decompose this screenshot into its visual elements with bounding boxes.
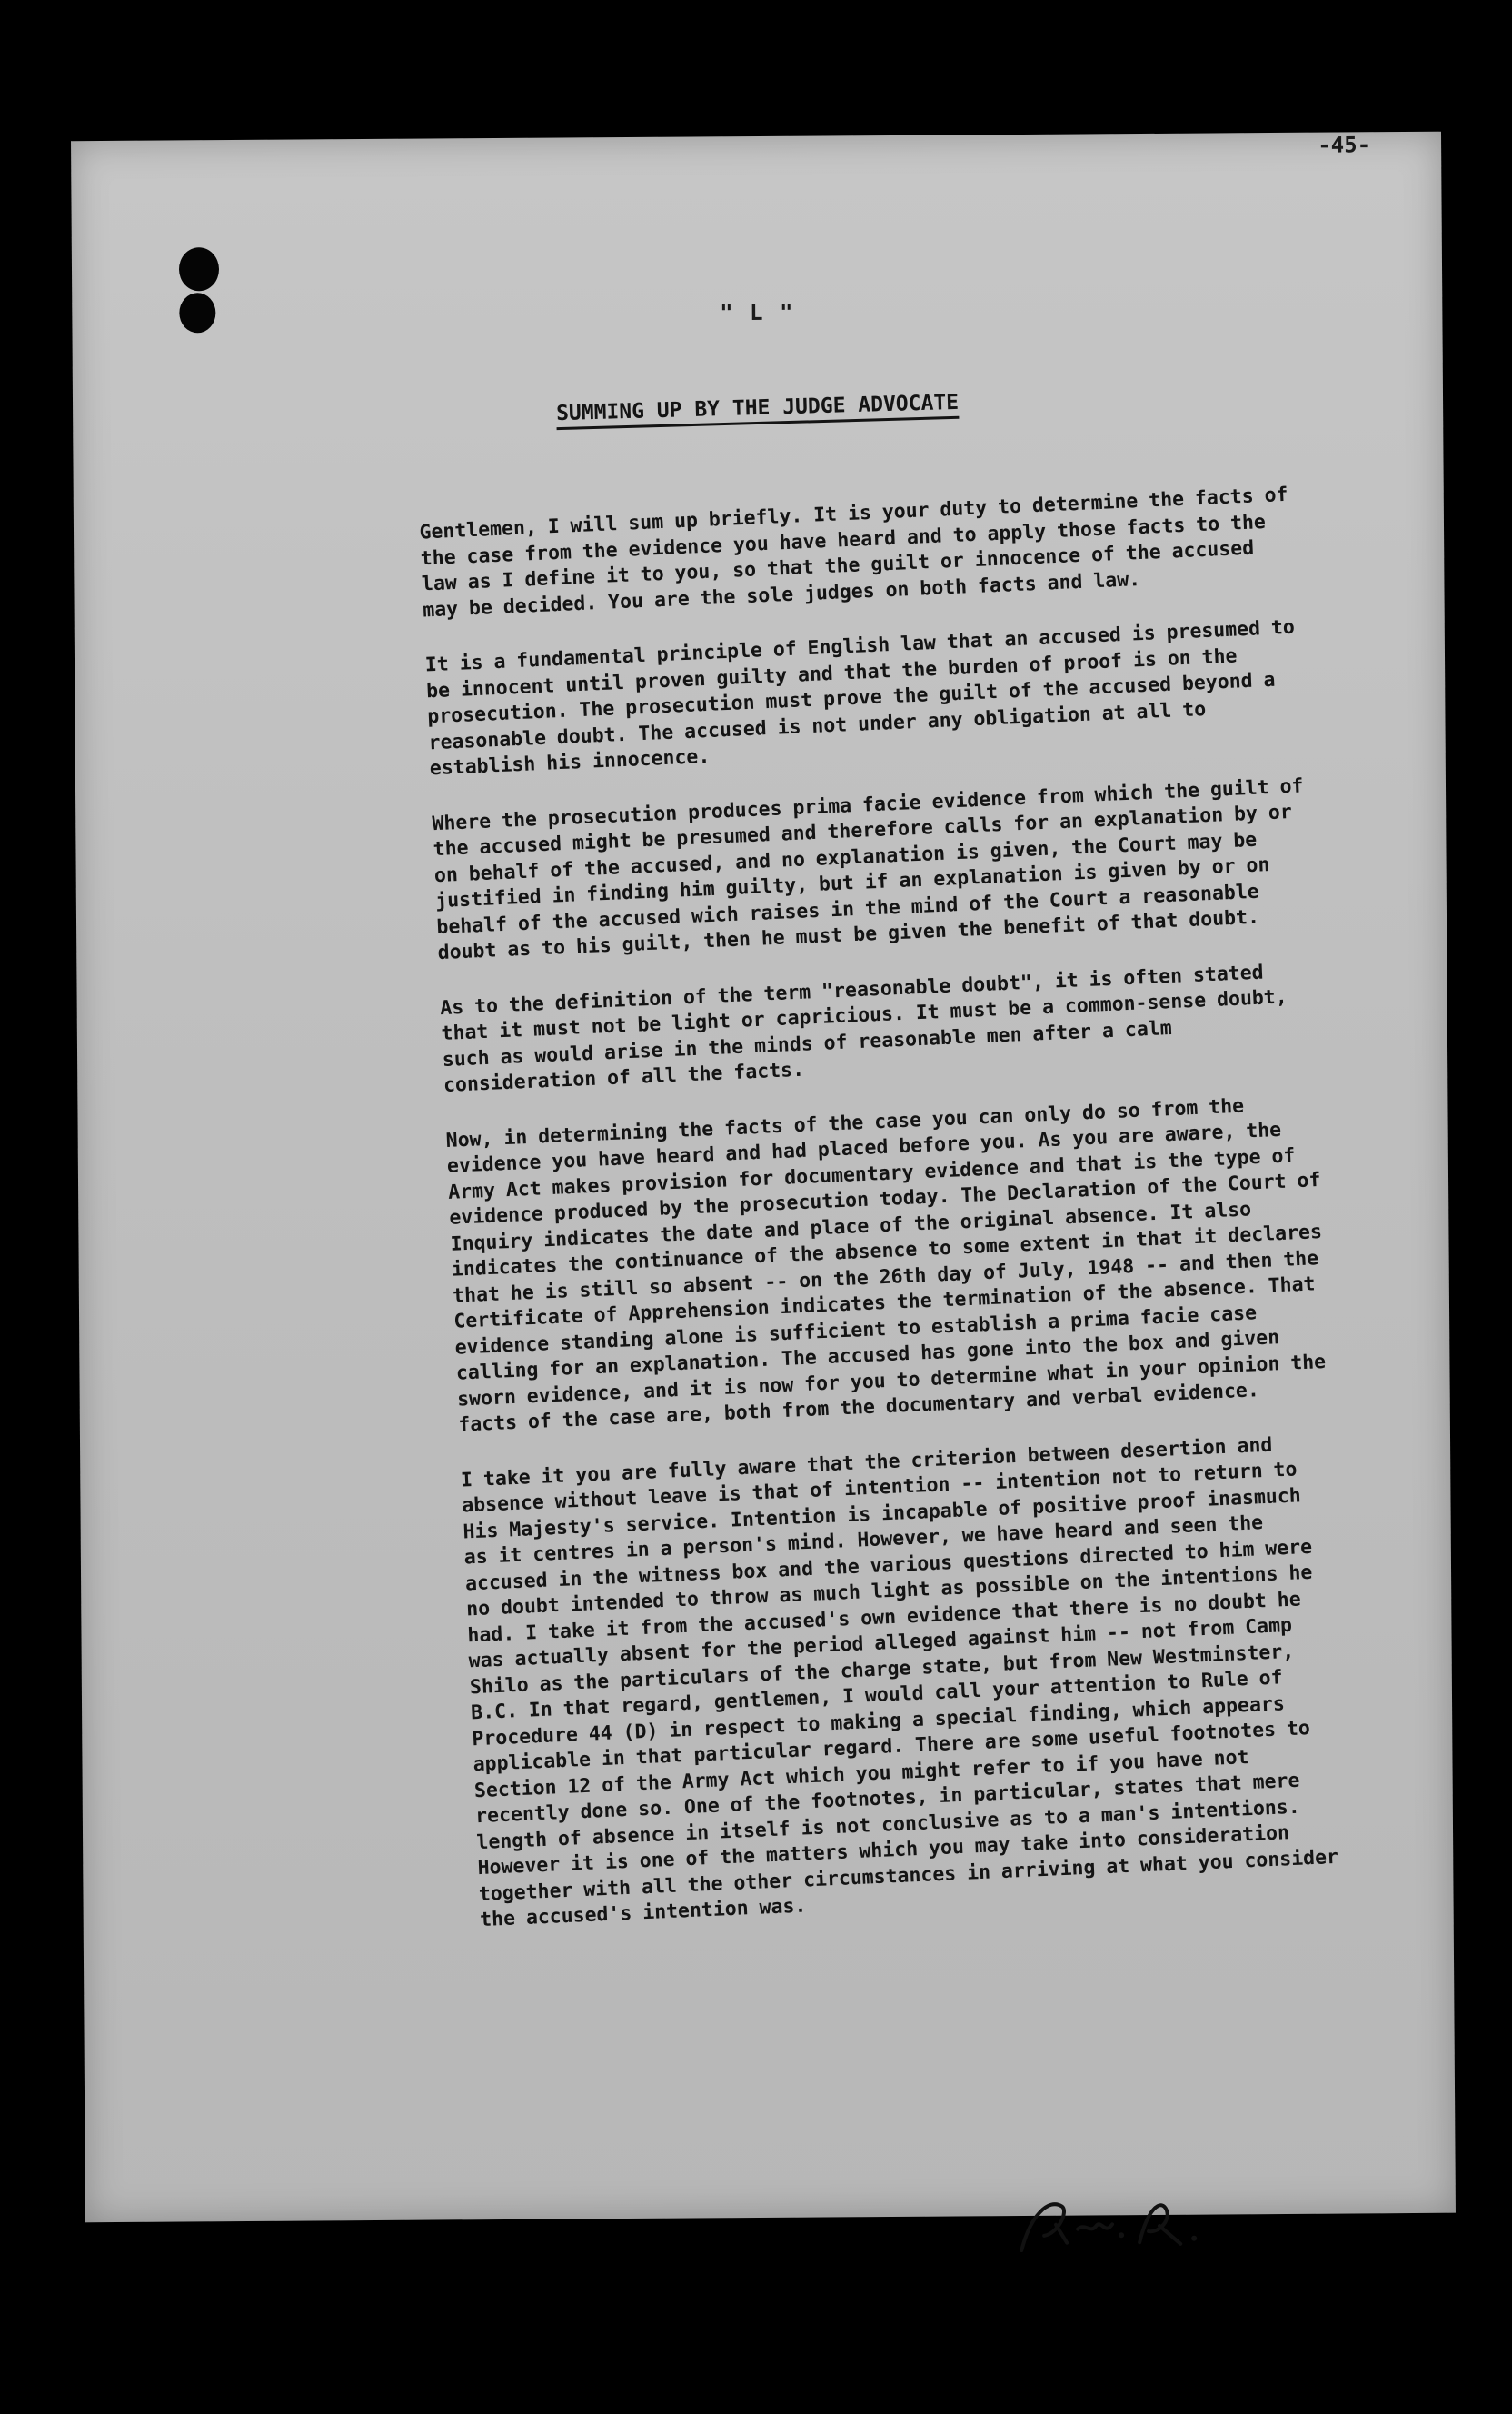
heading-text: SUMMING UP BY THE JUDGE ADVOCATE (556, 391, 960, 430)
paragraph: It is a fundamental principle of English law that an accused is presumed to be innocent until proven guilty and that the burden of proof is on the prosecution. The prosecution must prove the guilt of the accused beyond a reasonable doubt. The accused is not under any obligation at all to establish his innocence. (424, 615, 1296, 781)
document-page (71, 132, 1456, 2222)
document-body (419, 483, 1353, 1963)
handwritten-signature (1012, 2178, 1231, 2261)
section-mark: " L " (720, 299, 795, 326)
page-number: -45- (1318, 132, 1371, 158)
punch-hole-icon (179, 247, 219, 291)
paragraph: Where the prosecution produces prima facie evidence from which the guilt of the accused might be presumed and therefore calls for an explanation by or on behalf of the accused, and no explanation is given, the Court may be justified in finding him guilty, but if an explanation is given by or on behalf of the accused wich raises in the mind of the Court a reasonable doubt as to his guilt, then he must be given the benefit of that doubt. (431, 773, 1304, 965)
paragraph: I take it you are fully aware that the criterion between desertion and absence without leave is that of intention -- intention not to return to His Majesty's service. Intention is incapable of positive proof inasmuch as it centres in a person's mind. However, we have heard and seen the accused in the witness box and the various questions directed to him were no doubt intended to throw as much light as possible on the intentions he had. I take it from the accused's own evidence that there is no doubt he was actually absent for the period alleged against him -- not from Camp Shilo as the particulars of the charge state, but from New Westminster, B.C. In that regard, gentlemen, I would call your attention to Rule of Procedure 44 (D) in respect to making a special finding, which appears applicable in that particular regard. There are some useful footnotes to Section 12 of the Army Act which you might refer to if you have not recently done so. One of the footnotes, in particular, states that mere length of absence in itself is not conclusive as to a man's intentions. However it is one of the matters which you may take into consideration together with all the other circumstances in arriving at what you consider the accused's intention was. (460, 1433, 1339, 1932)
document-heading (73, 392, 1443, 430)
paragraph: Gentlemen, I will sum up briefly. It is your duty to determine the facts of the case from the evidence you have heard and to apply those facts to the law as I define it to you, so that the guilt or innocence of the accused may be decided. You are the sole judges on both facts and law. (418, 483, 1288, 622)
paragraph: Now, in determining the facts of the case you can only do so from the evidence you have heard and had placed before you. As you are aware, the Army Act makes provision for documentary evidence and that is the type of evidence produced by the prosecution today. The Declaration of the Court of Inquiry indicates the date and place of the original absence. It also indicates the continuance of the absence to some extent in that it declares that he is still so absent -- on the 26th day of July, 1948 -- and then the Certificate of Apprehension indicates the termination of the absence. That evidence standing alone is sufficient to establish a prima facie case calling for an explanation. The accused has gone into the box and given sworn evidence, and it is now for you to determine what in your opinion the facts of the case are, both from the documentary and verbal evidence. (445, 1094, 1327, 1437)
paragraph: As to the definition of the term "reasonable doubt", it is often stated that it must not be light or capricious. It must be a common-sense doubt, such as would arise in the minds of reasonable men after a calm consideration of all the facts. (439, 961, 1288, 1097)
